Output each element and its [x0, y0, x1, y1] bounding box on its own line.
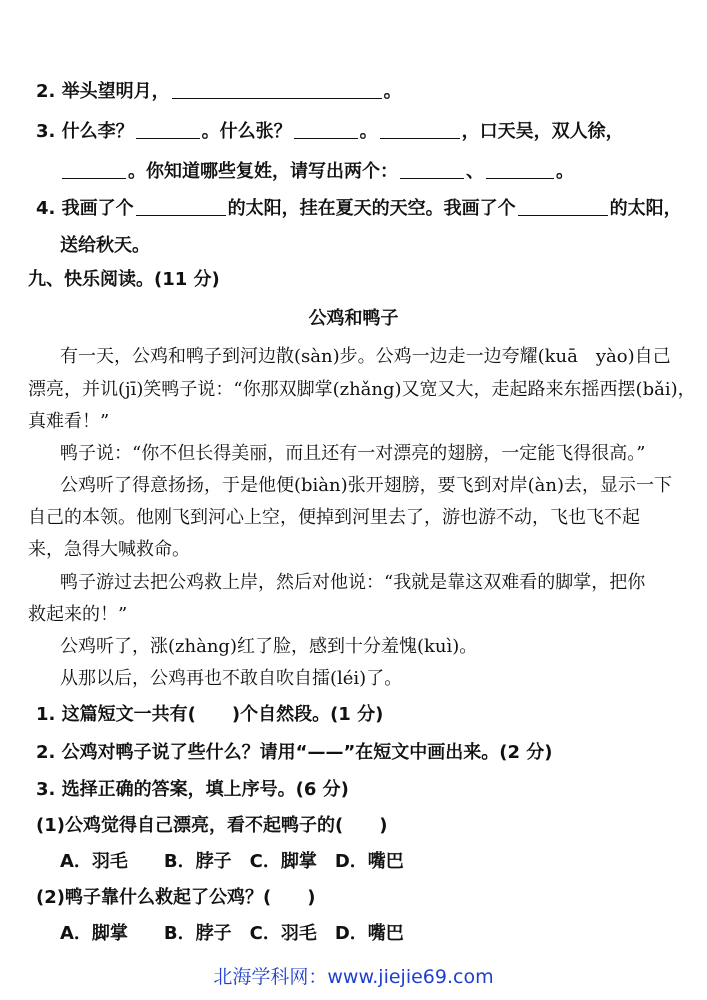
answer-blank[interactable]: [400, 160, 464, 179]
answer-blank[interactable]: [294, 120, 358, 139]
question-3: 3. 什么李？ 。什么张？ 。 ，口天吴，双人徐，: [36, 121, 624, 142]
reading-question-2: 2. 公鸡对鸭子说了些什么？请用“——”在短文中画出来。(2 分): [36, 742, 553, 763]
answer-blank[interactable]: [380, 120, 460, 139]
story-title: 公鸡和鸭子: [308, 308, 399, 329]
reading-question-1: 1. 这篇短文一共有( )个自然段。(1 分): [36, 704, 384, 725]
question-4: 4. 我画了个 的太阳，挂在夏天的天空。我画了个 的太阳，: [36, 198, 682, 219]
answer-blank[interactable]: [62, 160, 126, 179]
story-line: 公鸡听了得意扬扬，于是他便(biàn)张开翅膀，要飞到对岸(àn)去，显示一下: [60, 475, 673, 496]
footer-watermark: 北海学科网：www.jiejie69.com: [213, 966, 494, 988]
sub-question-1: (1)公鸡觉得自己漂亮，看不起鸭子的( ): [36, 815, 388, 836]
reading-question-3: 3. 选择正确的答案，填上序号。(6 分): [36, 779, 349, 800]
story-line: 漂亮，并讥(jī)笑鸭子说：“你那双脚掌(zhǎng)又宽又大，走起路来东摇西摆(bǎi)，: [28, 379, 696, 400]
answer-blank[interactable]: [172, 80, 382, 99]
question-2: 2. 举头望明月， 。: [36, 81, 402, 102]
story-line: 自己的本领。他刚飞到河心上空，便掉到河里去了，游也游不动，飞也飞不起: [28, 507, 640, 528]
story-line: 救起来的！”: [28, 604, 128, 625]
sub-question-2: (2)鸭子靠什么救起了公鸡？( ): [36, 887, 316, 908]
question-4-cont: 送给秋天。: [60, 235, 150, 256]
answer-blank[interactable]: [486, 160, 554, 179]
story-line: 鸭子说：“你不但长得美丽，而且还有一对漂亮的翅膀，一定能飞得很高。”: [60, 443, 646, 464]
story-line: 鸭子游过去把公鸡救上岸，然后对他说：“我就是靠这双难看的脚掌，把你: [60, 572, 646, 593]
section-heading: 九、快乐阅读。(11 分): [28, 269, 220, 290]
answer-blank[interactable]: [518, 197, 608, 216]
sub-question-1-options: A．羽毛 B．脖子 C．脚掌 D．嘴巴: [60, 851, 404, 872]
answer-blank[interactable]: [136, 120, 200, 139]
story-line: 真难看！”: [28, 411, 110, 432]
answer-blank[interactable]: [136, 197, 226, 216]
question-3-cont: 。你知道哪些复姓，请写出两个： 、 。: [60, 158, 574, 186]
story-line: 从那以后，公鸡再也不敢自吹自擂(léi)了。: [60, 668, 403, 689]
story-line: 有一天，公鸡和鸭子到河边散(sàn)步。公鸡一边走一边夸耀(kuā yào)自己: [60, 346, 671, 367]
sub-question-2-options: A．脚掌 B．脖子 C．羽毛 D．嘴巴: [60, 923, 404, 944]
story-line: 来，急得大喊救命。: [28, 539, 190, 560]
story-line: 公鸡听了，涨(zhàng)红了脸，感到十分羞愧(kuì)。: [60, 636, 478, 657]
